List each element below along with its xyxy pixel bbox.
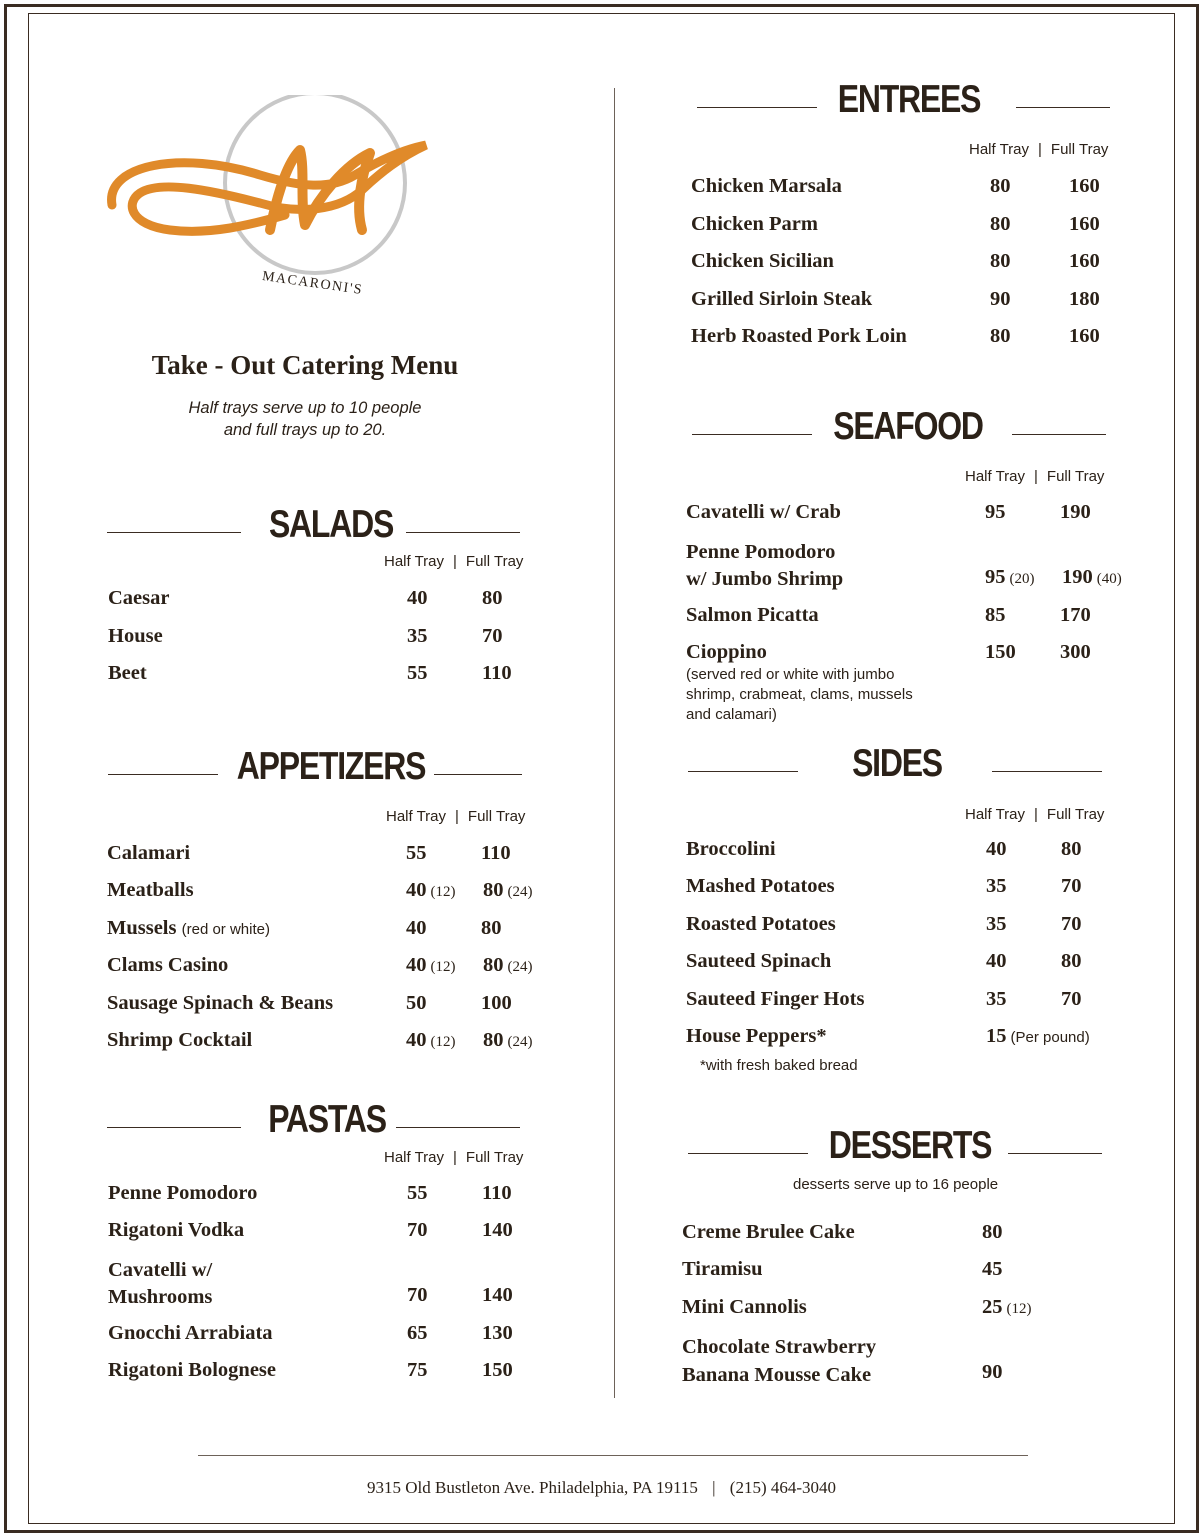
menu-item-name: Penne Pomodoro [108, 1182, 258, 1204]
full-price: 160 [1069, 325, 1100, 347]
menu-item-name: House [108, 625, 163, 647]
full-price: 80 (24) [483, 954, 533, 976]
full-price: 70 [1061, 875, 1082, 897]
menu-item-name: Sauteed Spinach [686, 950, 832, 972]
seafood-rule-right [1012, 434, 1106, 435]
full-price: 80 [1061, 950, 1082, 972]
full-price: 80 (24) [483, 879, 533, 901]
price: 25 (12) [982, 1296, 1032, 1318]
entrees-rule-left [697, 107, 817, 108]
half-price: 75 [407, 1359, 428, 1381]
half-price: 35 [986, 988, 1007, 1010]
menu-item-name: Sauteed Finger Hots [686, 988, 865, 1010]
half-price: 40 [406, 917, 427, 939]
menu-item-name: Shrimp Cocktail [107, 1029, 253, 1051]
half-price: 95 [985, 501, 1006, 523]
footer-contact: 9315 Old Bustleton Ave. Philadelphia, PA 19115 | (215) 464-3040 [366, 1478, 837, 1497]
menu-item-name: Rigatoni Vodka [108, 1219, 245, 1241]
menu-item-name: Salmon Picatta [686, 604, 819, 626]
menu-item-name: Broccolini [686, 838, 776, 860]
half-price: 70 [407, 1284, 428, 1306]
full-price: 70 [482, 625, 503, 647]
half-price: 15 (Per pound) [986, 1025, 1090, 1047]
half-price: 150 [985, 641, 1016, 663]
half-price: 40 (12) [406, 954, 456, 976]
menu-item-name: Herb Roasted Pork Loin [691, 325, 907, 347]
full-price: 160 [1069, 213, 1100, 235]
column-divider [614, 88, 615, 1398]
phone-number: (215) 464-3040 [729, 1478, 837, 1497]
menu-item-name: Mussels (red or white) [107, 917, 270, 939]
full-price: 160 [1069, 250, 1100, 272]
seafood-tray-labels: Half Tray | Full Tray [965, 468, 1105, 485]
menu-item-name: Chicken Sicilian [691, 250, 834, 272]
half-price: 90 [990, 288, 1011, 310]
full-price: 80 [1061, 838, 1082, 860]
pastas-tray-labels: Half Tray | Full Tray [384, 1149, 524, 1166]
full-price: 80 [482, 587, 503, 609]
menu-item-name: Tiramisu [682, 1258, 763, 1280]
menu-item-name: Roasted Potatoes [686, 913, 836, 935]
half-price: 80 [990, 325, 1011, 347]
half-price: 40 (12) [406, 879, 456, 901]
logo-wordmark: MACARONI'S [261, 269, 364, 299]
page-title: Take - Out Catering Menu [151, 350, 459, 380]
sides-tray-labels: Half Tray | Full Tray [965, 806, 1105, 823]
half-price: 40 [986, 950, 1007, 972]
entrees-heading: ENTREES [837, 78, 981, 121]
tray-serving-note: Half trays serve up to 10 people and full trays up to 20. [188, 399, 422, 439]
half-price: 35 [986, 913, 1007, 935]
menu-item-name: House Peppers* [686, 1025, 827, 1047]
price: 45 [982, 1258, 1003, 1280]
full-price: 110 [482, 1182, 512, 1204]
menu-item-name: Caesar [108, 587, 170, 609]
sides-footnote: *with fresh baked bread [700, 1057, 858, 1074]
menu-item-name: Chocolate Strawberry Banana Mousse Cake [682, 1336, 877, 1386]
full-price: 80 [481, 917, 502, 939]
sides-rule-left [688, 771, 798, 772]
half-price: 50 [406, 992, 427, 1014]
menu-item-name: Creme Brulee Cake [682, 1221, 855, 1243]
half-price: 80 [990, 250, 1011, 272]
full-price: 130 [482, 1322, 513, 1344]
price: 80 [982, 1221, 1003, 1243]
desserts-serving-note: desserts serve up to 16 people [793, 1176, 999, 1193]
item-description: (served red or white with jumbo shrimp, crabmeat, clams, mussels and calamari) [686, 666, 913, 723]
address: 9315 Old Bustleton Ave. Philadelphia, PA 19115 [366, 1478, 698, 1497]
full-price: 70 [1061, 913, 1082, 935]
appetizers-rule-right [434, 774, 522, 775]
half-price: 80 [990, 213, 1011, 235]
menu-item-name: Meatballs [107, 879, 194, 901]
menu-item-name: Penne Pomodoro w/ Jumbo Shrimp [686, 541, 844, 590]
full-price: 170 [1060, 604, 1091, 626]
salads-rule-right [406, 532, 520, 533]
desserts-heading: DESSERTS [828, 1124, 992, 1167]
full-price: 150 [482, 1359, 513, 1381]
half-price: 55 [406, 842, 427, 864]
sides-rule-right [992, 771, 1102, 772]
appetizers-heading: APPETIZERS [236, 745, 426, 788]
half-price: 55 [407, 662, 428, 684]
menu-item-name: Chicken Marsala [691, 175, 842, 197]
full-price: 190 (40) [1062, 566, 1122, 588]
half-price: 80 [990, 175, 1011, 197]
salads-heading: SALADS [268, 503, 394, 546]
full-price: 180 [1069, 288, 1100, 310]
sides-heading: SIDES [852, 742, 942, 785]
half-price: 40 [986, 838, 1007, 860]
full-price: 70 [1061, 988, 1082, 1010]
half-price: 40 [407, 587, 428, 609]
full-price: 110 [481, 842, 511, 864]
desserts-rule-right [1008, 1153, 1102, 1154]
full-price: 100 [481, 992, 512, 1014]
salads-tray-labels: Half Tray | Full Tray [384, 553, 524, 570]
menu-item-name: Mini Cannolis [682, 1296, 807, 1318]
full-price: 190 [1060, 501, 1091, 523]
seafood-heading: SEAFOOD [833, 405, 983, 448]
menu-item-name: Cavatelli w/ Mushrooms [108, 1259, 213, 1308]
pastas-heading: PASTAS [268, 1098, 386, 1141]
pastas-rule-right [396, 1127, 520, 1128]
half-price: 40 (12) [406, 1029, 456, 1051]
full-price: 300 [1060, 641, 1091, 663]
menu-item-name: Gnocchi Arrabiata [108, 1322, 273, 1344]
menu-item-name: Rigatoni Bolognese [108, 1359, 276, 1381]
half-price: 65 [407, 1322, 428, 1344]
menu-item-name: Chicken Parm [691, 213, 818, 235]
footer-rule [198, 1455, 1028, 1456]
half-price: 35 [986, 875, 1007, 897]
half-price: 85 [985, 604, 1006, 626]
half-price: 95 (20) [985, 566, 1035, 588]
menu-item-name: Sausage Spinach & Beans [107, 992, 334, 1014]
menu-item-name: Grilled Sirloin Steak [691, 288, 873, 310]
macaronis-logo [100, 95, 440, 300]
entrees-tray-labels: Half Tray | Full Tray [969, 141, 1109, 158]
entrees-rule-right [1016, 107, 1110, 108]
half-price: 55 [407, 1182, 428, 1204]
appetizers-rule-left [108, 774, 218, 775]
full-price: 140 [482, 1284, 513, 1306]
seafood-rule-left [692, 434, 812, 435]
full-price: 140 [482, 1219, 513, 1241]
menu-item-name: Clams Casino [107, 954, 229, 976]
menu-item-name: Beet [108, 662, 147, 684]
salads-rule-left [107, 532, 241, 533]
menu-item-name: Cioppino [686, 641, 767, 663]
menu-item-name: Mashed Potatoes [686, 875, 835, 897]
half-price: 70 [407, 1219, 428, 1241]
price: 90 [982, 1361, 1003, 1383]
appetizers-tray-labels: Half Tray | Full Tray [386, 808, 526, 825]
full-price: 80 (24) [483, 1029, 533, 1051]
menu-item-name: Cavatelli w/ Crab [686, 501, 841, 523]
pastas-rule-left [107, 1127, 241, 1128]
desserts-rule-left [688, 1153, 808, 1154]
full-price: 160 [1069, 175, 1100, 197]
full-price: 110 [482, 662, 512, 684]
half-price: 35 [407, 625, 428, 647]
menu-item-name: Calamari [107, 842, 191, 864]
